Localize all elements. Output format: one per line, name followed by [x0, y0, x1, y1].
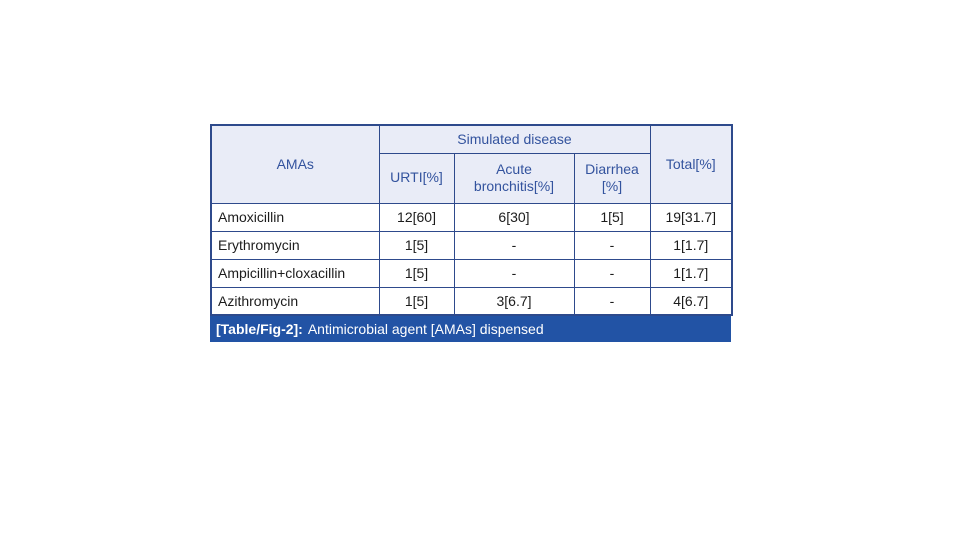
- cell-acute-bronchitis: 3[6.7]: [454, 287, 574, 315]
- col-header-amas: AMAs: [211, 125, 379, 203]
- ama-dispensed-table: [210, 124, 733, 316]
- cell-ama-name: Amoxicillin: [211, 203, 379, 231]
- cell-ama-name: Azithromycin: [211, 287, 379, 315]
- table-row-ampicillin-cloxacillin: [211, 259, 732, 287]
- caption-text: Antimicrobial agent [AMAs] dispensed: [307, 321, 544, 337]
- cell-acute-bronchitis: 6[30]: [454, 203, 574, 231]
- cell-urti: 1[5]: [379, 259, 454, 287]
- cell-ama-name: Ampicillin+cloxacillin: [211, 259, 379, 287]
- cell-total: 4[6.7]: [650, 287, 732, 315]
- cell-urti: 12[60]: [379, 203, 454, 231]
- table-row-azithromycin: [211, 287, 732, 315]
- cell-diarrhea: -: [574, 231, 650, 259]
- table-row-amoxicillin: [211, 203, 732, 231]
- cell-total: 1[1.7]: [650, 259, 732, 287]
- figure-table-2: [210, 124, 731, 342]
- cell-acute-bronchitis: -: [454, 259, 574, 287]
- col-header-diarrhea: Diarrhea [%]: [574, 153, 650, 203]
- cell-diarrhea: -: [574, 259, 650, 287]
- col-header-total: Total[%]: [650, 125, 732, 203]
- cell-diarrhea: 1[5]: [574, 203, 650, 231]
- group-header-row: [211, 125, 732, 153]
- col-header-urti: URTI[%]: [379, 153, 454, 203]
- cell-ama-name: Erythromycin: [211, 231, 379, 259]
- cell-acute-bronchitis: -: [454, 231, 574, 259]
- cell-urti: 1[5]: [379, 287, 454, 315]
- col-header-acute-bronchitis: Acute bronchitis[%]: [454, 153, 574, 203]
- table-caption: [210, 316, 731, 342]
- cell-urti: 1[5]: [379, 231, 454, 259]
- cell-total: 19[31.7]: [650, 203, 732, 231]
- table-row-erythromycin: [211, 231, 732, 259]
- cell-diarrhea: -: [574, 287, 650, 315]
- cell-total: 1[1.7]: [650, 231, 732, 259]
- group-header-simulated-disease: Simulated disease: [379, 125, 650, 153]
- caption-label: [Table/Fig-2]:: [216, 321, 303, 337]
